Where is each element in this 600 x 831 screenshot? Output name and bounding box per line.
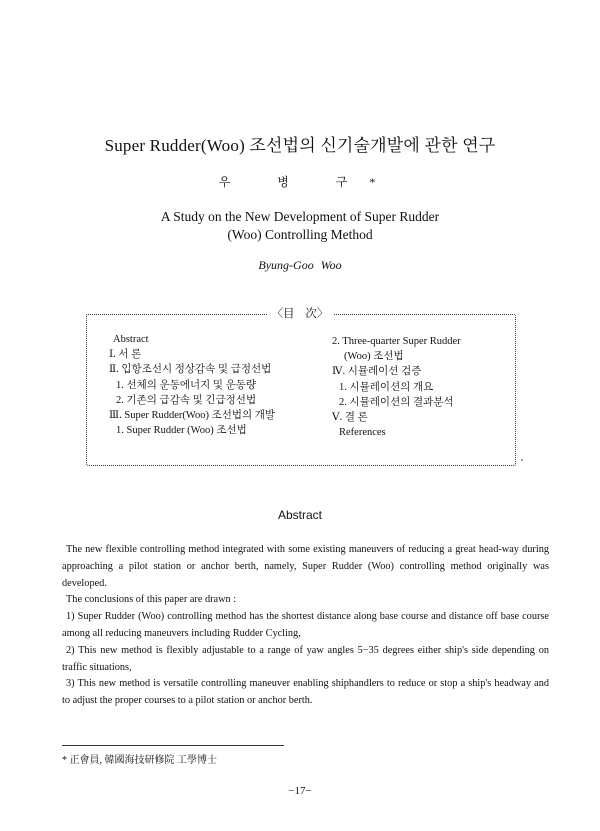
abstract-paragraph: The conclusions of this paper are drawn : [66, 594, 237, 606]
toc-item: 1. 선체의 운동에너지 및 운동량 [116, 379, 257, 391]
toc-item: Ⅰ. 서 론 [109, 349, 142, 361]
toc-item: 2. Three-quarter Super Rudder [332, 336, 461, 347]
title-english-line1: A Study on the New Development of Super Rudder [160, 209, 440, 224]
toc-left-column [109, 332, 275, 438]
toc-item: Ⅲ. Super Rudder(Woo) 조선법의 개발 [109, 410, 276, 422]
abstract-paragraph: 2) This new method is flexibly adjustable to a range of yaw angles 5−35 degrees either ship's side depending on traffic situations, [62, 644, 549, 673]
author-english: Byung-Goo Woo [258, 258, 342, 272]
page-number: −17− [288, 785, 312, 797]
toc-item: (Woo) 조선법 [344, 351, 404, 363]
toc-item: Ⅴ. 결 론 [332, 412, 368, 424]
footnote: * 正會員, 韓國海技研修院 工學博士 [62, 755, 217, 766]
toc-item: Abstract [113, 334, 149, 345]
toc-item: References [339, 427, 386, 439]
scan-speck [521, 459, 523, 461]
author-korean: 우 병 구* [218, 175, 398, 189]
toc-item: Ⅱ. 입항조선시 정상감속 및 급정선법 [109, 364, 272, 376]
toc-item: Ⅳ. 시뮬레이션 검증 [332, 366, 422, 378]
abstract-heading: Abstract [277, 508, 322, 522]
abstract-body [62, 542, 549, 710]
toc-item: 1. 시뮬레이션의 개요 [339, 381, 434, 393]
footnote-rule [62, 745, 284, 746]
toc-item: 2. 기존의 급감속 및 긴급정선법 [116, 394, 257, 406]
toc-heading-text: 〈目 次〉 [267, 308, 334, 320]
toc-right-column [332, 334, 461, 440]
abstract-paragraph: The new flexible controlling method integrated with some existing maneuvers of reducing a great head-way during approaching a pilot station or anchor berth, namely, Super Rudder (Woo) controlling method originally was developed. [62, 544, 549, 589]
abstract-paragraph: 3) This new method is versatile controlling maneuver enabling shiphandlers to reduce or stop a ship's headway and to adjust the proper courses to a pilot station or anchor berth. [62, 678, 549, 707]
paper-title-english [0, 208, 600, 244]
toc-item: 1. Super Rudder (Woo) 조선법 [116, 425, 247, 437]
toc-item: 2. 시뮬레이션의 결과분석 [339, 396, 454, 408]
abstract-paragraph: 1) Super Rudder (Woo) controlling method has the shortest distance along base course and distance off base course among all reducing maneuvers including Rudder Cycling, [62, 611, 549, 639]
paper-title: Super Rudder(Woo) 조선법의 신기술개발에 관한 연구 [104, 136, 496, 155]
toc-heading [0, 305, 600, 321]
title-english-line2: (Woo) Controlling Method [227, 227, 373, 242]
